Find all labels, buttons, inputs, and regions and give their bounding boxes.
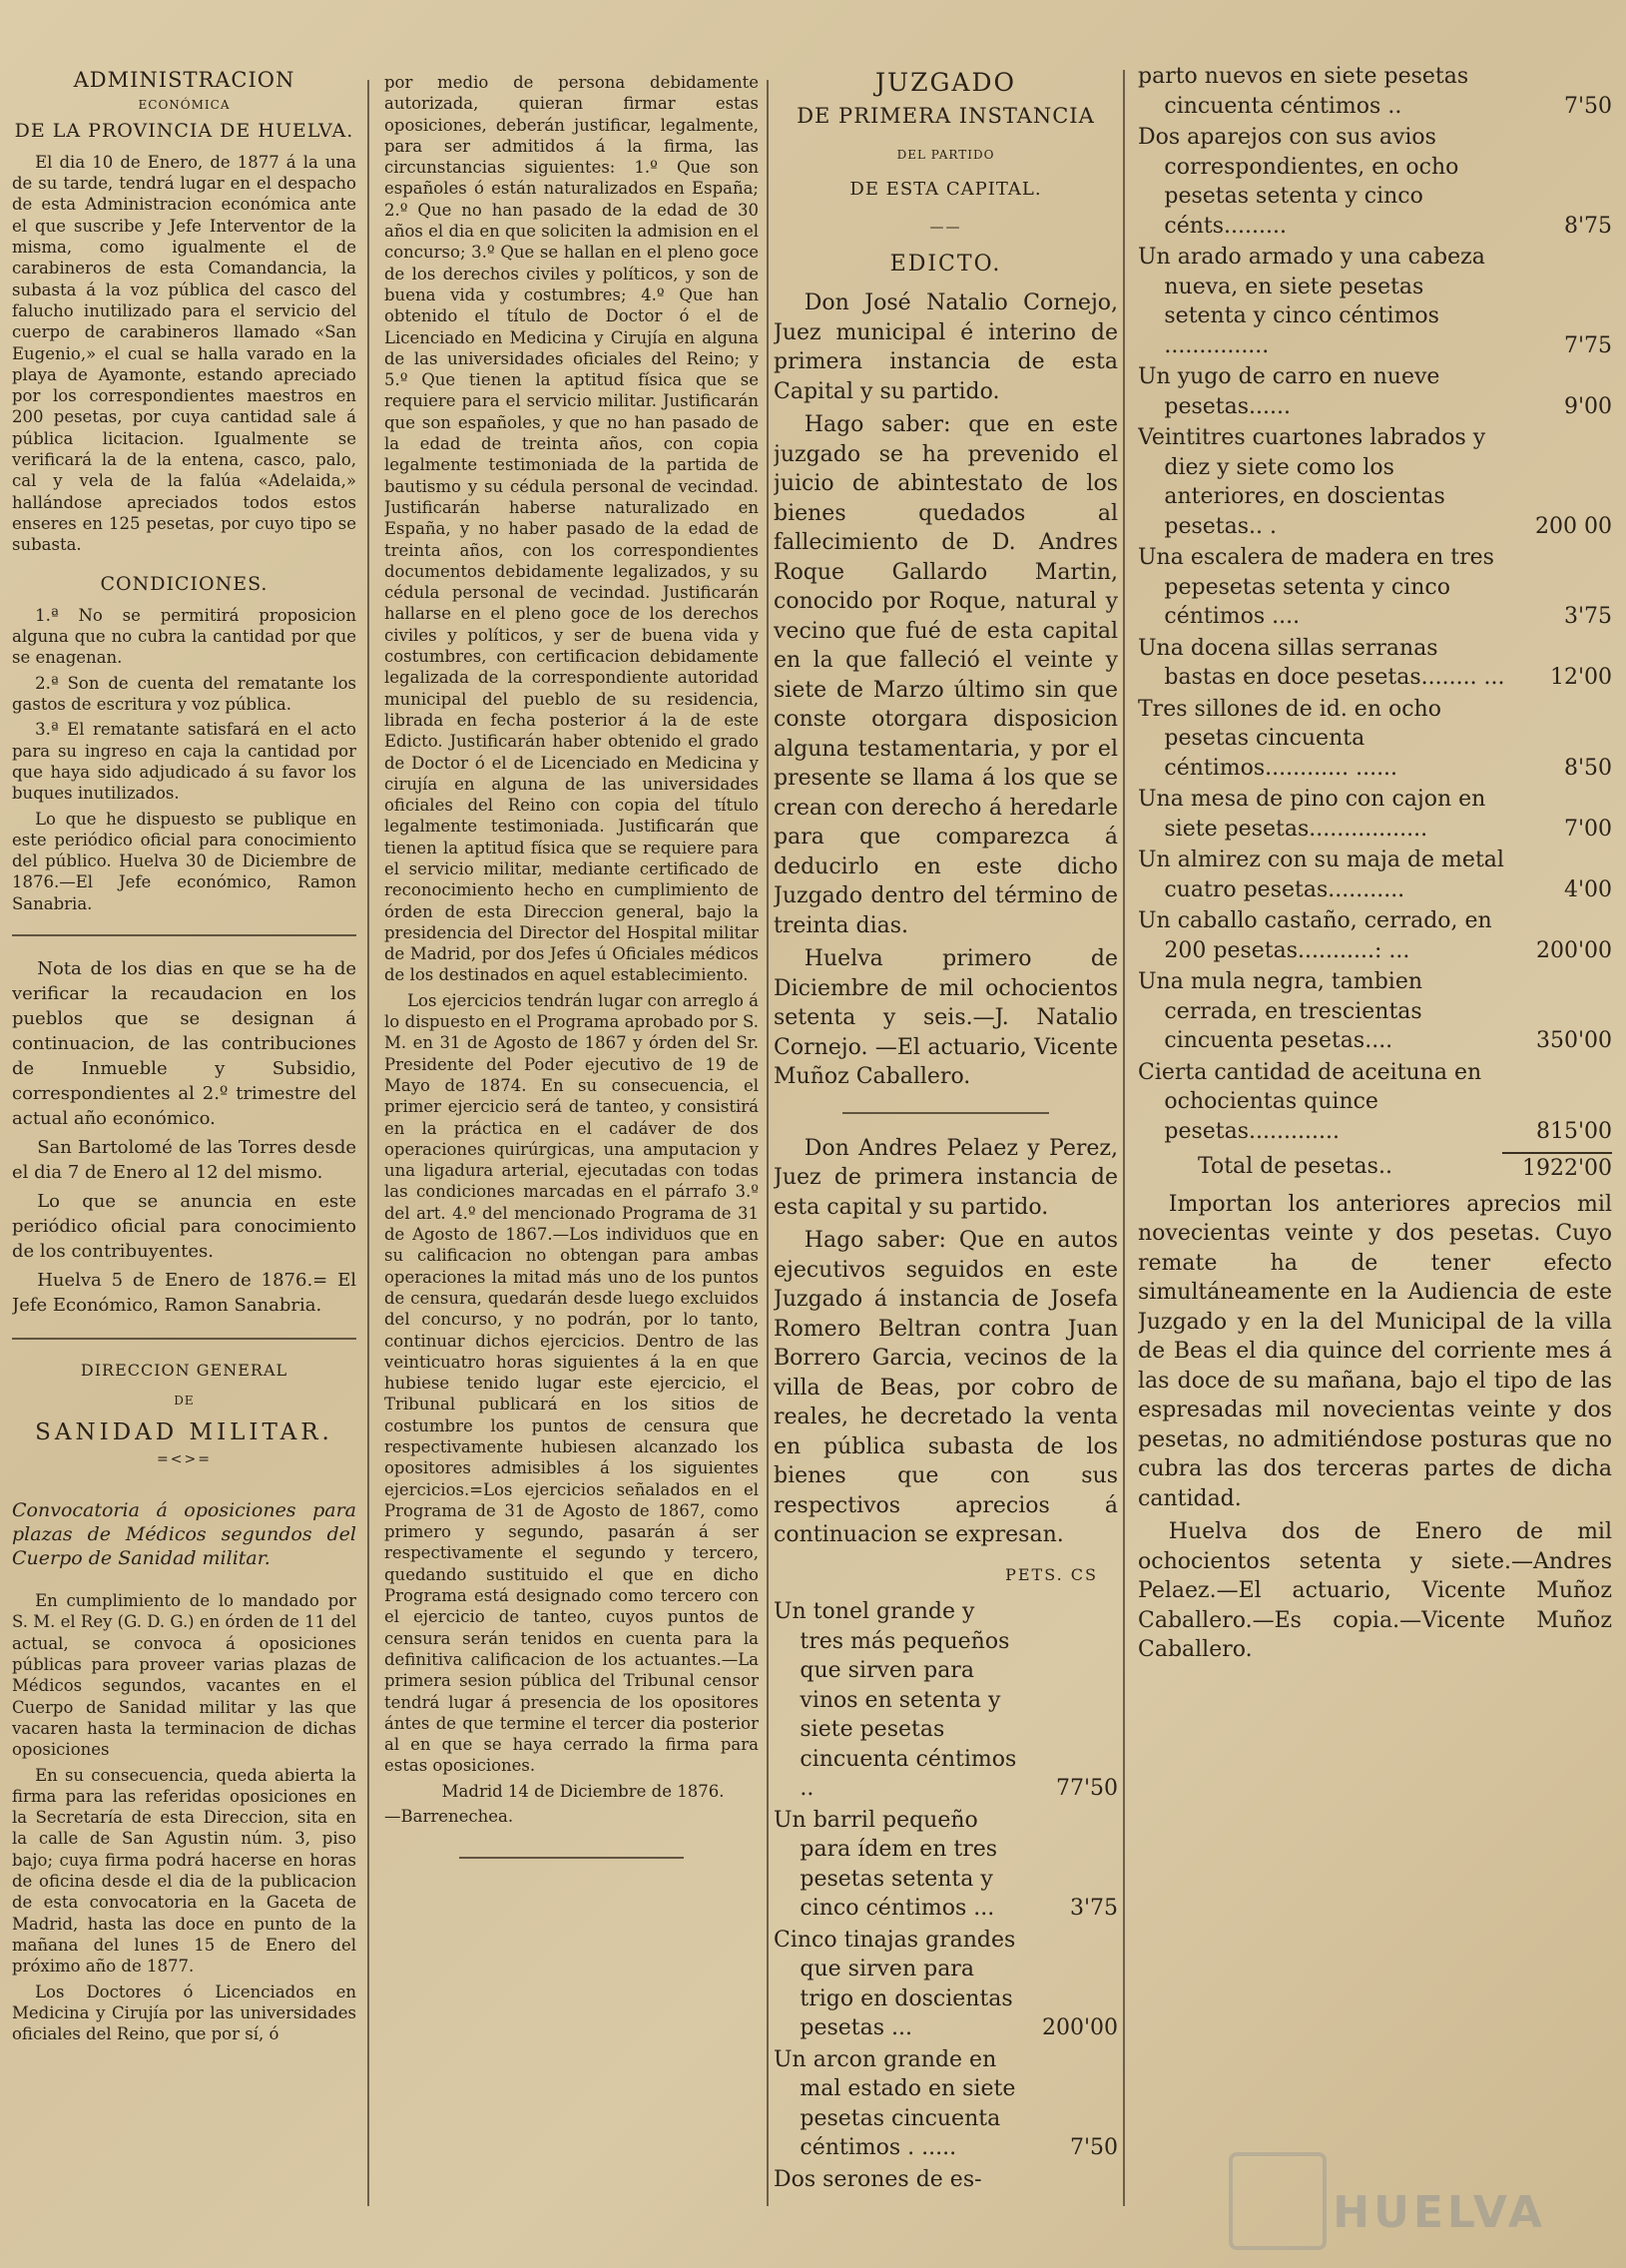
item-price: 815'00 xyxy=(1535,1118,1612,1144)
item-description: Un barril pequeño para ídem en tres pesetas setenta y cinco céntimos ... xyxy=(774,1807,998,1921)
column-administracion xyxy=(12,60,356,2248)
item-description: Una mula negra, tambien cerrada, en trescientas cincuenta pesetas.... xyxy=(1138,969,1423,1053)
nota-paragraph-3: Lo que se anuncia en este periódico oficial para conocimiento de los contribuyentes. xyxy=(12,1190,356,1262)
section-subheading-primera-instancia: DE PRIMERA INSTANCIA xyxy=(797,103,1095,128)
item-price: 7'50 xyxy=(1069,2135,1118,2160)
item-description: Cinco tinajas grandes que sirven para trigo en doscientas pesetas ... xyxy=(774,1927,1016,2040)
subasta-paragraph-1: Don Andres Pelaez y Perez, Juez de primera instancia de esta capital y su partido. xyxy=(774,1135,1118,1220)
item-price: 9'00 xyxy=(1563,393,1612,419)
list-item xyxy=(1138,634,1612,693)
item-description: Dos aparejos con sus avios correspondientes, en ocho pesetas setenta y cinco cénts......... xyxy=(1138,125,1459,239)
list-item xyxy=(1138,62,1612,121)
paragraph-subasta: El dia 10 de Enero, de 1877 á la una de su tarde, tendrá lugar en el despacho de esta Administracion económica ante el que suscribe y Jefe Interventor de la misma, como igualmente el de carabineros de esta Comandancia, la subasta á la voz pública del casco del falucho inutilizado para el servicio del cuerpo de carabineros llamado «San Eugenio,» el cual se halla varado en la playa de Ayamonte, estando apreciado por los correspondientes maestros en 200 pesetas, por cuya cantidad sale á pública licitacion. Igualmente se verificará la de la entena, casco, palo, cal y vela de la falúa «Adelaida,» hallándose apreciados todos estos enseres en 125 pesetas, por cuyo tipo se subasta. xyxy=(12,152,356,555)
item-description: Tres sillones de id. en ocho pesetas cincuenta céntimos............ ...... xyxy=(1138,696,1441,781)
item-price: 77'50 xyxy=(1055,1776,1118,1801)
list-item xyxy=(1138,785,1612,844)
list-item xyxy=(1138,906,1612,965)
closing-paragraph: Huelva dos de Enero de mil ochocientos setenta y siete.—Andres Pelaez.—El actuario, Vicente Muñoz Caballero.—Es copia.—Vicente Muñoz Caballero. xyxy=(1138,1519,1612,1662)
divider-dash: —— xyxy=(929,220,962,236)
list-item xyxy=(1138,423,1612,541)
item-price: 350'00 xyxy=(1535,1028,1612,1053)
item-price: 7'50 xyxy=(1563,93,1612,119)
total-value: 1922'00 xyxy=(1502,1152,1612,1184)
section-subheading-provincia: DE LA PROVINCIA DE HUELVA. xyxy=(14,119,354,142)
condition-3: 3.ª El rematante satisfará en el acto para su ingreso en caja la cantidad por que haya sido adjudicado á su favor los buques inutilizados. xyxy=(12,720,356,804)
nota-paragraph-4: Huelva 5 de Enero de 1876.= El Jefe Económico, Ramon Sanabria. xyxy=(12,1269,356,1316)
item-price: 7'00 xyxy=(1563,816,1612,842)
item-price: 7'75 xyxy=(1563,332,1612,358)
item-description: Una mesa de pino con cajon en siete pesetas................. xyxy=(1138,787,1486,842)
subasta-paragraph-2: Hago saber: Que en autos ejecutivos seguidos en este Juzgado á instancia de Josefa Romero Beltran contra Juan Borrero Garcia, vecinos de la villa de Beas, por cobro de reales, he decretado la venta en pública subasta de los bienes que con sus respectivos aprecios á continuacion se expresan. xyxy=(774,1228,1118,1547)
item-price: 200 00 xyxy=(1535,513,1612,539)
list-item xyxy=(774,1806,1118,1924)
section-heading-condiciones: CONDICIONES. xyxy=(100,572,269,595)
column-rule-1 xyxy=(367,80,369,2206)
item-description: Dos serones de es- xyxy=(774,2166,982,2192)
section-heading-administracion: ADMINISTRACION xyxy=(73,68,295,92)
edicto-heading: EDICTO. xyxy=(889,251,1002,277)
item-price: 12'00 xyxy=(1549,665,1612,690)
column-rule-2 xyxy=(767,80,769,2206)
item-price: 8'50 xyxy=(1563,755,1612,781)
ornament: =<>= xyxy=(157,1450,212,1467)
list-item xyxy=(1138,1058,1612,1147)
item-price: 3'75 xyxy=(1069,1896,1118,1921)
list-item xyxy=(774,1597,1118,1804)
sanidad-continued-paragraph-1: por medio de persona debidamente autorizada, quieran firmar estas oposiciones, deberán justificar, legalmente, para ser admitidos á la firma, las circunstancias siguientes: 1.º Que son españoles ó están naturalizados en España; 2.º Que no han pasado de la edad de 30 años el dia en que soliciten la admision en el concurso; 3.º Que se hallan en el pleno goce de los derechos civiles y políticos, y son de buena vida y costumbres; 4.º Que han obtenido el título de Doctor ó el de Licenciado en Medicina y Cirujía en alguna de las universidades oficiales del Reino; y 5.º Que tienen la aptitud física que se requiere para el servicio militar. Justificarán que son españoles, y que no han pasado de la edad de treinta años, con copia legalmente testimoniada de la partida de bautismo y su cédula personal de vecindad. Justificarán haberse naturalizado en España, y no haber pasado de la edad de treinta años, con los correspondientes documentos debidamente legalizados, y su cédula personal de vecindad. Justificarán hallarse en el pleno goce de los derechos civiles y políticos, y ser de buena vida y costumbres, con certificacion debidamente legalizada de la correspondiente autoridad municipal del pueblo de su residencia, librada en fecha posterior á la de este Edicto. Justificarán haber obtenido el grado de Doctor ó el de Licenciado en Medicina y cirujía en alguna de las universidades oficiales del Reino con copia del título legalmente testimoniada. Justificarán que tienen la aptitud física que se requiere para el servicio militar, mediante certificado de reconocimiento hecho en cumplimiento de órden de esta Direccion general, bajo la presidencia del Director del Hospital militar de Madrid, por dos Jefes ú Oficiales médicos de los destinados en aquel establecimiento. xyxy=(384,73,759,985)
sanidad-paragraph-2: En su consecuencia, queda abierta la firma para las referidas oposiciones en la Secretaría de esta Direccion, sita en la calle de San Agustin núm. 3, piso bajo; cuya firma podrá hacerse en horas de oficina desde el dia de la publicacion de esta convocatoria en la Gaceta de Madrid, hasta las doce en punto de la mañana del lunes 15 de Enero del próximo año de 1877. xyxy=(12,1765,356,1977)
list-item xyxy=(774,2165,1118,2195)
total-label: Total de pesetas.. xyxy=(1198,1154,1392,1179)
archive-logo-icon xyxy=(1229,2152,1327,2250)
item-price: 4'00 xyxy=(1563,876,1612,902)
item-price: 200'00 xyxy=(1041,2015,1118,2040)
column-rule-3 xyxy=(1123,70,1125,2206)
item-description: Un arcon grande en mal estado en siete pesetas cincuenta céntimos . ..... xyxy=(774,2046,1016,2160)
sanidad-date: Madrid 14 de Diciembre de 1876. xyxy=(441,1781,725,1801)
nota-paragraph-1: Nota de los dias en que se ha de verificar la recaudacion en los pueblos que se designan á continuacion, de las contribuciones de Inmueble y Subsidio, correspondientes al 2.º trimestre del actual año económico. xyxy=(12,957,356,1129)
list-item xyxy=(1138,695,1612,784)
column-sanidad-continued xyxy=(384,72,759,2248)
condition-1: 1.ª No se permitirá proposicion alguna que no cubra la cantidad por que se enagenan. xyxy=(12,605,356,668)
nota-block xyxy=(12,956,356,1318)
list-item xyxy=(774,1926,1118,2043)
item-price: 200'00 xyxy=(1535,937,1612,963)
section-subheading-partido: DEL PARTIDO xyxy=(896,148,995,162)
list-item xyxy=(1138,846,1612,904)
sanidad-paragraph-1: En cumplimiento de lo mandado por S. M. el Rey (G. D. G.) en órden de 11 del actual, se convoca á oposiciones públicas para proveer varias plazas de Médicos segundos, vacantes en el Cuerpo de Sanidad militar y las que vacaren hasta la terminacion de dichas oposiciones xyxy=(12,1591,356,1760)
remate-paragraph: Importan los anteriores aprecios mil novecientas veinte y dos pesetas. Cuyo remate ha de tener efecto simultáneamente en la Audiencia de este Juzgado y en la del Municipal de la villa de Beas el dia quince del corriente mes á las doce de su mañana, bajo el tipo de las espresadas mil novecientas veinte y dos pesetas, no admitiéndose posturas que no cubra las dos terceras partes de dicha cantidad. xyxy=(1138,1191,1612,1511)
list-item xyxy=(1138,362,1612,421)
item-description: Un caballo castaño, cerrado, en 200 pesetas...........: ... xyxy=(1138,908,1492,963)
item-description: Una escalera de madera en tres pepesetas setenta y cinco céntimos .... xyxy=(1138,545,1494,629)
item-description: Una docena sillas serranas bastas en doce pesetas........ ... xyxy=(1138,635,1505,690)
edicto-paragraph-2: Hago saber: que en este juzgado se ha prevenido el juicio de abintestato de los bienes quedados al fallecimiento de D. Andres Roque Gallardo Martin, conocido por Roque, natural y vecino que fué de esta capital en la que falleció el veinte y siete de Marzo último sin que conste otorgara disposicion alguna testamentaria, y por el presente se llama á los que se crean con derecho á heredarle para que comparezca á deducirlo en este dicho Juzgado dentro del término de treinta dias. xyxy=(774,412,1118,938)
edicto-paragraph-3: Huelva primero de Diciembre de mil ochocientos setenta y seis.—J. Natalio Cornejo. —El actuario, Vicente Muñoz Caballero. xyxy=(774,946,1118,1089)
section-subheading-economica: ECONÓMICA xyxy=(138,98,231,113)
edicto-paragraph-1: Don José Natalio Cornejo, Juez municipal é interino de primera instancia de esta Capital y su partido. xyxy=(774,290,1118,404)
nota-paragraph-2: San Bartolomé de las Torres desde el dia 7 de Enero al 12 del mismo. xyxy=(12,1136,356,1183)
section-heading-direccion: DIRECCION GENERAL xyxy=(80,1360,288,1380)
sanidad-signature: —Barrenechea. xyxy=(384,1807,514,1827)
column-juzgado xyxy=(774,62,1118,2248)
item-description: Cierta cantidad de aceituna en ochocientas quince pesetas............. xyxy=(1138,1059,1482,1144)
section-subheading-capital: DE ESTA CAPITAL. xyxy=(849,178,1042,200)
archive-watermark: HUELVA xyxy=(1333,2187,1546,2238)
sanidad-continued-paragraph-2: Los ejercicios tendrán lugar con arreglo á lo dispuesto en el Programa aprobado por S. M. en 31 de Agosto de 1867 y órden del Sr. Presidente del Poder ejecutivo de 19 de Mayo de 1874. En su consecuencia, el primer ejercicio será de tanteo, y consistirá en la práctica en el cadáver de dos operaciones quirúrgicas, una amputacion y una ligadura arterial, ejecutadas con todas las condiciones marcadas en el párrafo 3.º del art. 4.º del mencionado Programa de 31 de Agosto de 1867.—Los individuos que en su calificacion no obtengan para ambas operaciones la mitad más uno de los puntos de censura, quedarán desde luego excluidos del concurso, y no podrán, por lo tanto, continuar dichos ejercicios. Dentro de las veinticuatro horas siguientes á la en que hubiese tenido lugar este ejercicio, el Tribunal publicará en los sitios de costumbre los puntos de censura que respectivamente hubiesen alcanzado los opositores admisibles á los siguientes ejercicios.=Los ejercicios señalados en el Programa de 31 de Agosto de 1867, como primero y segundo, pasarán á ser respectivamente el segundo y tercero, quedando sustituido el que en dicho Programa está designado como tercero con el ejercicio de tanteo, cuyos puntos de censura serán tenidos en cuenta para la definitiva calificacion de los actuantes.—La primera sesion pública del Tribunal censor tendrá lugar á presencia de los opositores ántes de que termine el tercer dia posterior al en que se haya cerrado la firma para estas oposiciones. xyxy=(384,990,759,1776)
section-divider xyxy=(459,1857,684,1859)
list-item xyxy=(1138,123,1612,241)
item-list xyxy=(1138,62,1612,1146)
sanidad-paragraph-3: Los Doctores ó Licenciados en Medicina y Cirujía por las universidades oficiales del Reino, que por sí, ó xyxy=(12,1982,356,2044)
item-description: parto nuevos en siete pesetas cincuenta céntimos .. xyxy=(1138,64,1469,119)
item-description: Un yugo de carro en nueve pesetas...... xyxy=(1138,364,1440,419)
section-heading-sanidad: SANIDAD MILITAR. xyxy=(35,1418,333,1445)
section-divider xyxy=(12,934,356,936)
section-divider xyxy=(12,1338,356,1340)
convocatoria-title: Convocatoria á oposiciones para plazas de Médicos segundos del Cuerpo de Sanidad militar. xyxy=(12,1499,356,1570)
item-description: Un arado armado y una cabeza nueva, en siete pesetas setenta y cinco céntimos ............... xyxy=(1138,245,1485,358)
item-price: 8'75 xyxy=(1563,213,1612,239)
paragraph-publique: Lo que he dispuesto se publique en este periódico oficial para conocimiento del público. Huelva 30 de Diciembre de 1876.—El Jefe económico, Ramon Sanabria. xyxy=(12,809,356,913)
item-list xyxy=(774,1597,1118,2194)
section-heading-juzgado: JUZGADO xyxy=(874,68,1017,97)
item-description: Veintitres cuartones labrados y diez y siete como los anteriores, en doscientas pesetas.. . xyxy=(1138,425,1486,539)
item-description: Un tonel grande y tres más pequeños que sirven para vinos en setenta y siete pesetas cincuenta céntimos .. xyxy=(774,1599,1017,1801)
total-row xyxy=(1138,1152,1612,1184)
list-item xyxy=(774,2045,1118,2163)
section-divider xyxy=(842,1112,1049,1114)
item-description: Un almirez con su maja de metal cuatro pesetas........... xyxy=(1138,848,1504,902)
item-price: 3'75 xyxy=(1563,604,1612,629)
list-item xyxy=(1138,243,1612,360)
list-item xyxy=(1138,967,1612,1056)
condition-2: 2.ª Son de cuenta del rematante los gastos de escritura y voz pública. xyxy=(12,673,356,715)
list-item xyxy=(1138,543,1612,632)
section-heading-de: DE xyxy=(174,1394,195,1409)
price-column-header: PETS. CS xyxy=(1005,1564,1098,1584)
column-subasta-continued xyxy=(1138,62,1612,2248)
